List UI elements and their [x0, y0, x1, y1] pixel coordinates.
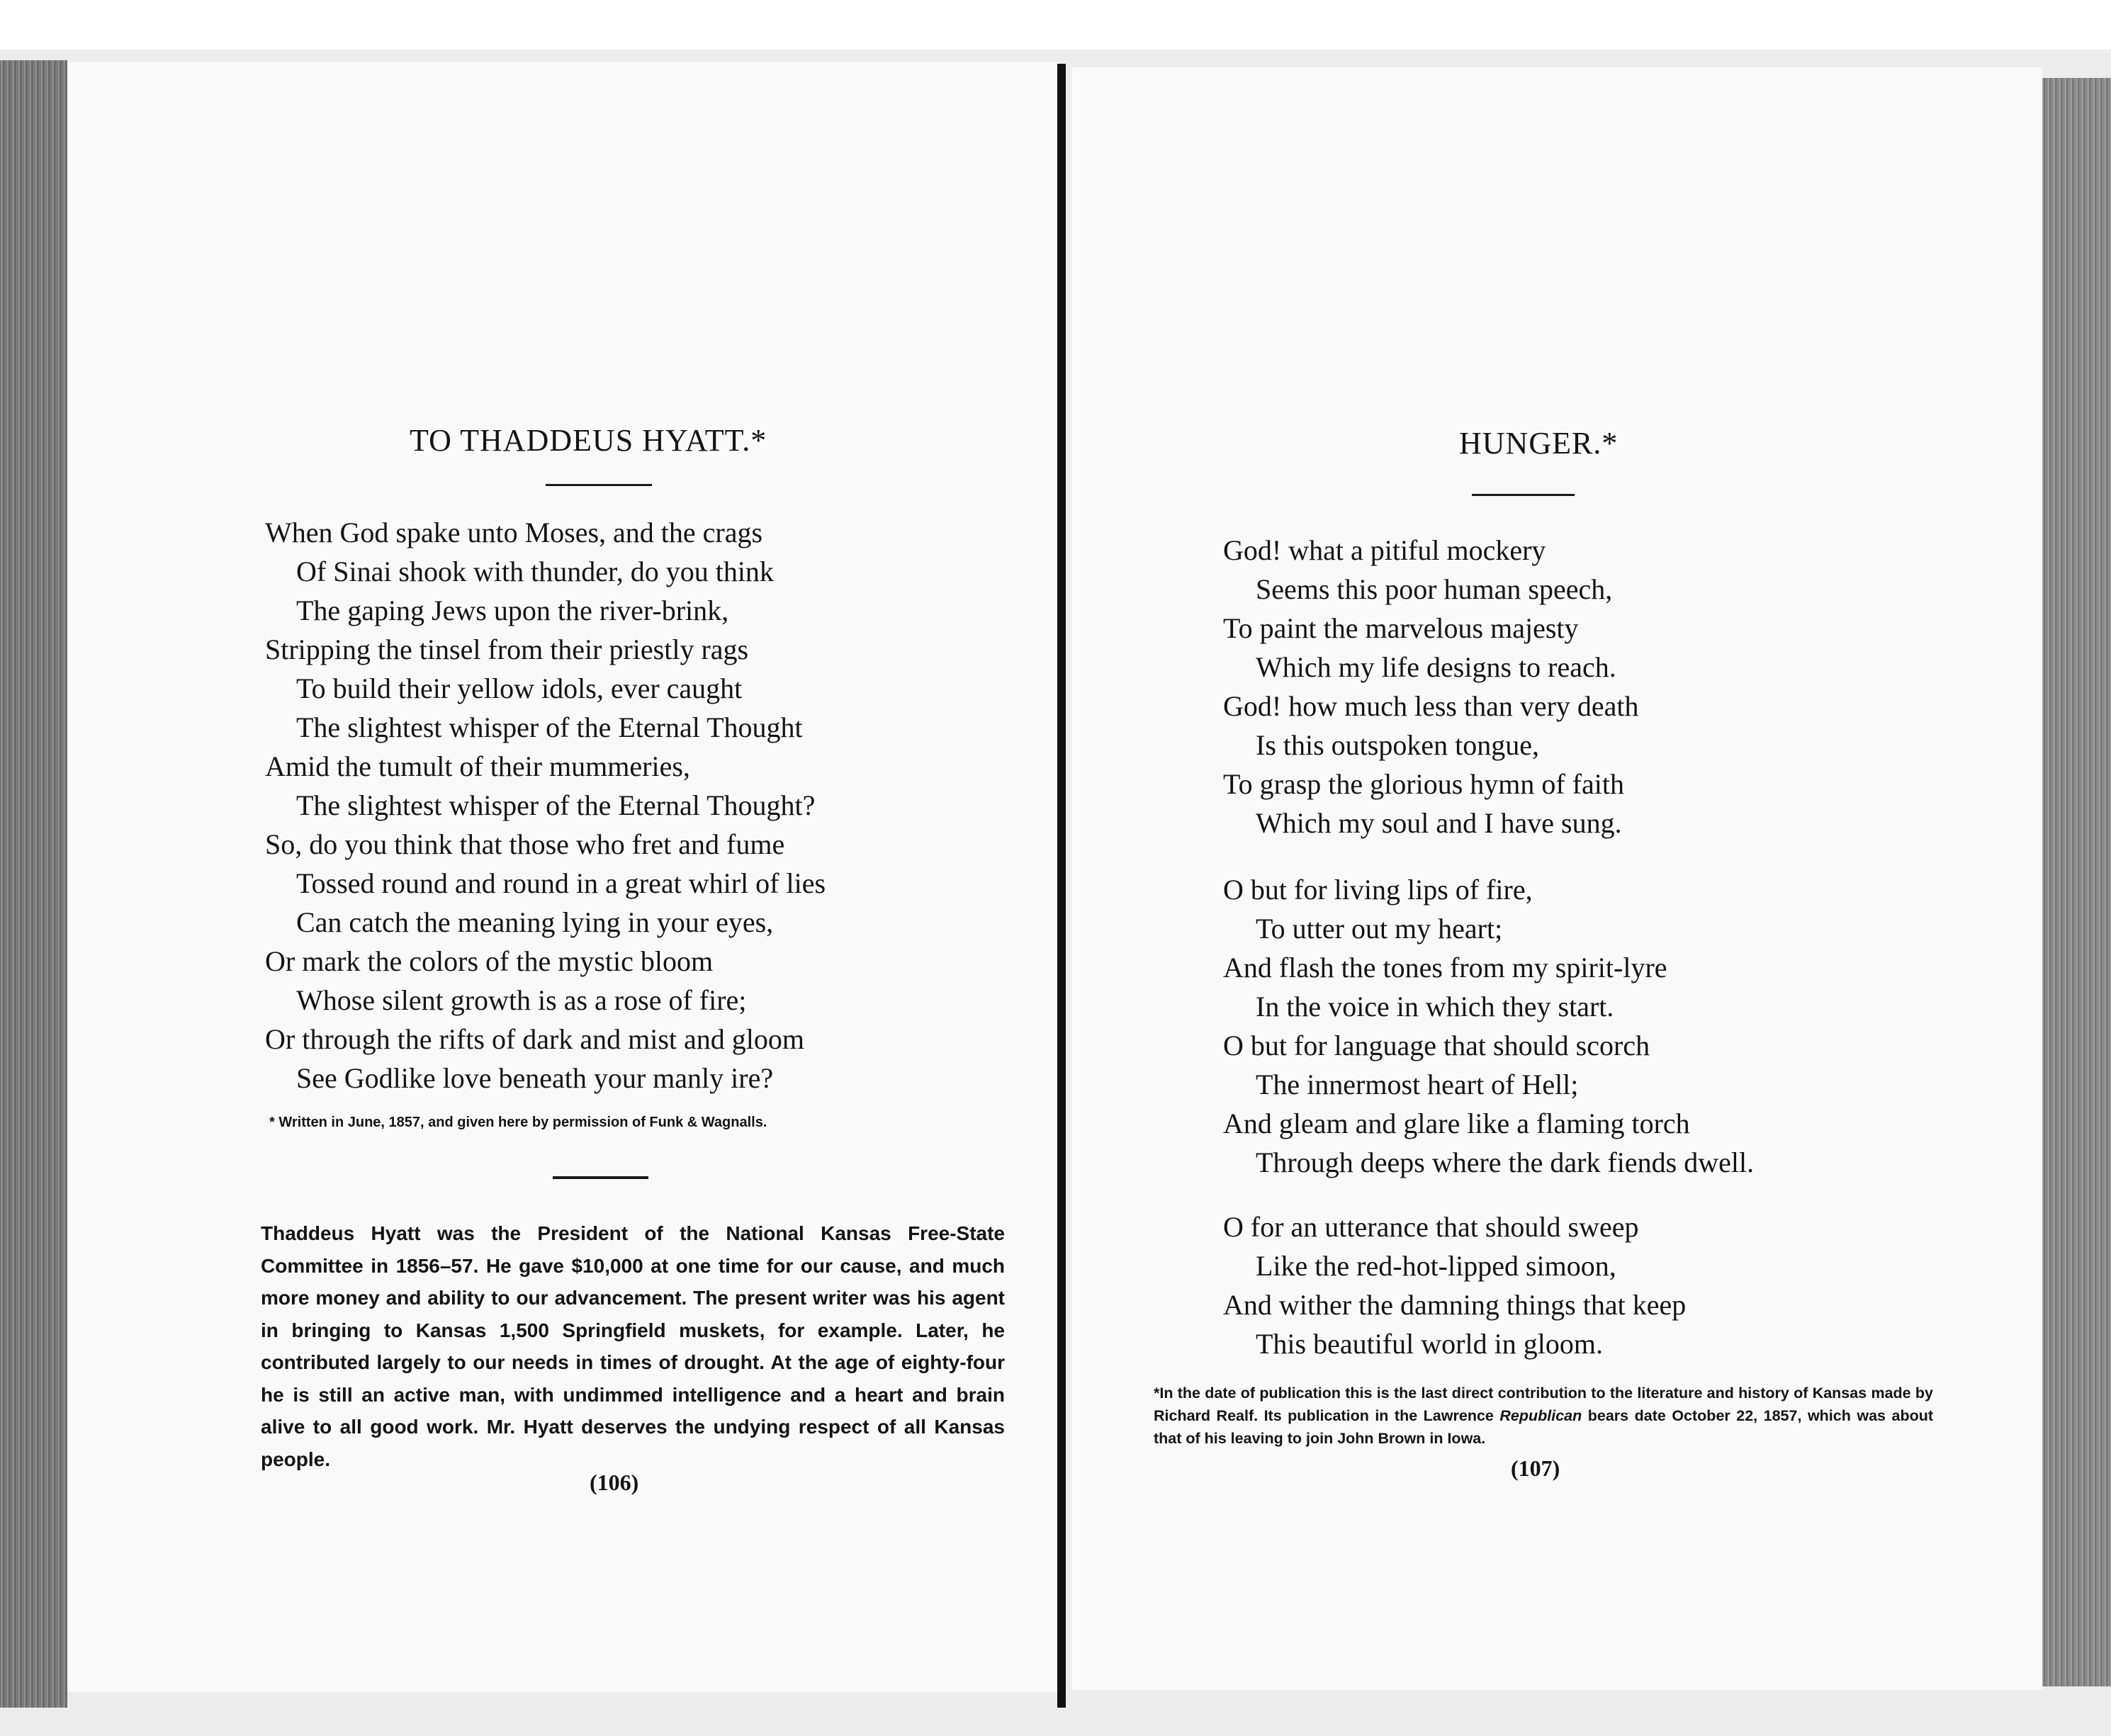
poem-line: O but for living lips of fire,	[1223, 874, 1533, 906]
poem-line: And gleam and glare like a flaming torch	[1223, 1107, 1690, 1139]
poem-line: When God spake unto Moses, and the crags	[265, 517, 763, 548]
poem-line: And wither the damning things that keep	[1223, 1289, 1687, 1321]
biographical-note: Thaddeus Hyatt was the President of the National Kansas Free-State Committee in 1856–57. He gave $10,000 at one time for our cause, and much more money and ability to our advancement. The present writer was his agent in bringing to Kansas 1,500 Springfield muskets, for example. Later, he contributed largely to our needs in times of drought. At the age of eighty-four he is still an active man, with undimmed intelligence and a heart and brain alive to all good work. Mr. Hyatt deserves the undying respect of all Kansas people.	[261, 1222, 1005, 1470]
poem-line: Or mark the colors of the mystic bloom	[265, 945, 714, 977]
left-footnote: * Written in June, 1857, and given here by permission of Funk & Wagnalls.	[269, 1115, 767, 1130]
poem-line: Which my life designs to reach.	[1256, 651, 1616, 683]
left-page-number: (106)	[590, 1470, 639, 1495]
poem-line: Of Sinai shook with thunder, do you think	[296, 556, 774, 587]
poem-line: The slightest whisper of the Eternal Thought	[296, 711, 803, 743]
right-page-number: (107)	[1511, 1455, 1560, 1481]
book-gutter	[1057, 64, 1066, 1708]
poem-line: Like the red-hot-lipped simoon,	[1256, 1250, 1616, 1282]
poem-line: O but for language that should scorch	[1223, 1030, 1650, 1061]
poem-line: This beautiful world in gloom.	[1256, 1328, 1603, 1360]
poem-line: God! how much less than very death	[1223, 690, 1639, 722]
poem-line: Which my soul and I have sung.	[1256, 807, 1622, 839]
poem-line: To paint the marvelous majesty	[1223, 612, 1579, 644]
poem-line: Stripping the tinsel from their priestly rags	[265, 633, 749, 665]
poem-line: Is this outspoken tongue,	[1256, 729, 1539, 761]
footnote-newspaper-title: Republican	[1499, 1407, 1582, 1424]
poem-line: Seems this poor human speech,	[1256, 573, 1613, 605]
right-page-title: HUNGER.*	[1459, 426, 1619, 461]
poem-line: Or through the rifts of dark and mist and gloom	[265, 1023, 804, 1055]
poem-line: God! what a pitiful mockery	[1223, 534, 1546, 566]
footnote-text: *In the date of publication this is the last direct contribution to the literature and history of Kansas made by Richard Realf. Its publication in the Lawrence	[1154, 1385, 1933, 1424]
poem-line: Amid the tumult of their mummeries,	[265, 750, 690, 782]
poem-line: In the voice in which they start.	[1256, 991, 1614, 1022]
footnote-text: bears date October 22, 1857, which was about that of his leaving to join John Brown in Iowa.	[1154, 1407, 1934, 1447]
right-title-rule	[1472, 494, 1575, 496]
poem-line: Whose silent growth is as a rose of fire;	[296, 984, 747, 1016]
left-title-rule	[546, 484, 652, 486]
poem-line: Tossed round and round in a great whirl of lies	[296, 867, 826, 899]
right-footnote	[1154, 1382, 1933, 1450]
poem-line: The innermost heart of Hell;	[1256, 1069, 1579, 1100]
right-page-edges	[2041, 78, 2111, 1686]
poem-line: Through deeps where the dark fiends dwell.	[1256, 1146, 1755, 1178]
poem-line: Can catch the meaning lying in your eyes,	[296, 906, 774, 938]
poem-line: See Godlike love beneath your manly ire?	[296, 1062, 774, 1094]
left-section-rule	[553, 1176, 648, 1179]
poem-line: So, do you think that those who fret and fume	[265, 828, 785, 860]
left-page-edges	[0, 60, 67, 1708]
poem-line: And flash the tones from my spirit-lyre	[1223, 952, 1667, 983]
poem-line: The slightest whisper of the Eternal Thought?	[296, 789, 816, 821]
poem-line: O for an utterance that should sweep	[1223, 1211, 1639, 1243]
poem-line: To grasp the glorious hymn of faith	[1223, 768, 1624, 800]
poem-line: To build their yellow idols, ever caught	[296, 672, 743, 704]
left-page-title: TO THADDEUS HYATT.*	[410, 423, 767, 458]
poem-line: To utter out my heart;	[1256, 913, 1503, 945]
poem-line: The gaping Jews upon the river-brink,	[296, 594, 729, 626]
